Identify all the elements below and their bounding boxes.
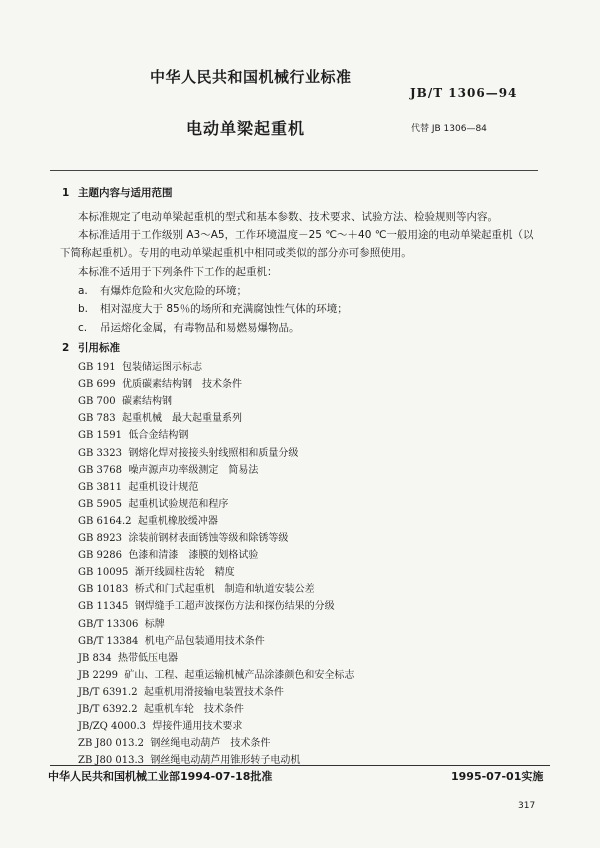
- reference-standard: [78, 409, 242, 424]
- standard-code: GB 3323: [78, 447, 122, 459]
- standard-code: GB 9286: [78, 550, 122, 562]
- standard-name: 钢丝绳电动葫芦用锥形转子电动机: [150, 755, 301, 767]
- standard-name: 起重机车轮 技术条件: [143, 704, 244, 715]
- reference-standard: [78, 392, 172, 407]
- reference-standard: [78, 358, 202, 373]
- list-marker: b.: [78, 303, 89, 315]
- page-number: 317: [518, 801, 536, 811]
- standard-code: JB/ZQ 4000.3: [78, 721, 147, 733]
- replaces-note: 代替 JB 1306—84: [411, 124, 487, 134]
- standard-code: GB 3768: [78, 464, 122, 476]
- reference-standard: [78, 375, 242, 390]
- standard-name: 矿山、工程、起重运输机械产品涂漆颜色和安全标志: [124, 669, 355, 681]
- standard-name: 桥式和门式起重机 制造和轨道安装公差: [134, 584, 315, 596]
- standard-name: 优质碳素结构钢 技术条件: [121, 379, 242, 391]
- reference-standard: [78, 666, 354, 681]
- standard-name: 渐开线圆柱齿轮 精度: [134, 567, 235, 579]
- standard-code: GB 700: [78, 396, 116, 408]
- approval-statement: 中华人民共和国机械工业部1994-07-18批准: [48, 770, 273, 783]
- standard-code: GB 6164.2: [78, 515, 132, 527]
- standard-code: GB 1591: [78, 430, 122, 442]
- standard-name: 噪声源声功率级测定 简易法: [128, 464, 259, 476]
- standard-code: GB 783: [78, 413, 116, 425]
- section-title: 引用标准: [78, 342, 120, 354]
- reference-standard: [78, 597, 335, 612]
- section-number: 1: [62, 187, 70, 199]
- standard-code: GB 11345: [78, 601, 129, 613]
- standard-name: 起重机用滑接输电装置技术条件: [143, 686, 284, 698]
- section-title: 主题内容与适用范围: [78, 187, 173, 199]
- paragraph: 本标准不适用于下列条件下工作的起重机：: [78, 266, 278, 278]
- reference-standard: [78, 444, 298, 459]
- list-text: 有爆炸危险和火灾危险的环境；: [100, 285, 247, 297]
- paragraph-continuation: 下简称起重机）。专用的电动单梁起重机中相同或类似的部分亦可参照使用。: [60, 247, 412, 259]
- standard-name: 钢熔化焊对接接头射线照相和质量分级: [128, 447, 299, 459]
- standard-code: GB 699: [78, 379, 116, 391]
- reference-standard: [78, 700, 244, 715]
- issuing-organization: 中华人民共和国机械行业标准: [150, 68, 352, 86]
- list-text: 相对湿度大于 85％的场所和充满腐蚀性气体的环境；: [100, 303, 348, 315]
- effective-date: 1995-07-01实施: [451, 770, 544, 783]
- list-item: [78, 283, 247, 298]
- standard-code: GB 10095: [78, 567, 129, 579]
- standard-name: 热带低压电器: [117, 652, 178, 664]
- list-marker: a.: [78, 285, 88, 297]
- reference-standard: [78, 580, 315, 595]
- reference-standard: [78, 426, 188, 441]
- reference-standard: [78, 495, 228, 510]
- reference-standard: [78, 649, 178, 664]
- reference-standard: [78, 632, 265, 647]
- standard-code: GB/T 13306: [78, 618, 139, 630]
- document-title: 电动单梁起重机: [186, 119, 306, 138]
- standard-name: 钢丝绳电动葫芦 技术条件: [150, 738, 271, 750]
- standard-code: GB 3811: [78, 481, 122, 493]
- standard-code: GB 5905: [78, 498, 122, 510]
- reference-standard: [78, 546, 258, 561]
- list-item: [78, 301, 348, 316]
- standard-name: 起重机试验规范和程序: [128, 498, 229, 510]
- section-2-heading: [62, 340, 120, 355]
- standard-code: GB/T 13384: [78, 635, 139, 647]
- standard-name: 起重机橡胶缓冲器: [137, 515, 218, 527]
- paragraph: 本标准适用于工作级别 A3～A5，工作环境温度－25 ℃～＋40 ℃一般用途的电动单梁起重机（以: [78, 229, 534, 241]
- standard-code: GB 191: [78, 362, 116, 373]
- list-text: 吊运熔化金属，有毒物品和易燃易爆物品。: [100, 322, 300, 334]
- list-marker: c.: [78, 322, 88, 334]
- standard-code: JB 2299: [78, 669, 118, 681]
- standard-name: 起重机械 最大起重量系列: [121, 413, 242, 425]
- standard-name: 碳素结构钢: [121, 396, 172, 408]
- reference-standard: [78, 512, 218, 527]
- standard-name: 标牌: [144, 618, 165, 630]
- standard-code: JB/T 6391.2: [78, 686, 138, 698]
- standard-code: ZB J80 013.3: [78, 755, 145, 767]
- standard-name: 起重机设计规范: [128, 481, 199, 493]
- standard-name: 色漆和清漆 漆膜的划格试验: [128, 550, 259, 562]
- standard-code: JB/T 6392.2: [78, 704, 138, 715]
- standard-code: GB 8923: [78, 533, 122, 544]
- standard-code: ZB J80 013.2: [78, 738, 145, 750]
- standard-code: GB 10183: [78, 584, 129, 596]
- reference-standard: [78, 529, 288, 544]
- header-divider: [50, 170, 538, 171]
- reference-standard: [78, 563, 235, 578]
- reference-standard: [78, 717, 242, 732]
- list-item: [78, 320, 300, 335]
- section-1-heading: [62, 185, 173, 200]
- reference-standard: [78, 751, 300, 766]
- reference-standard: [78, 615, 165, 630]
- standard-code: JB 834: [78, 652, 112, 664]
- standard-name: 机电产品包装通用技术条件: [144, 635, 265, 647]
- standard-name: 包装储运图示标志: [121, 362, 202, 373]
- standard-name: 焊接件通用技术要求: [152, 721, 243, 733]
- reference-standard: [78, 461, 258, 476]
- reference-standard: [78, 478, 198, 493]
- standard-name: 低合金结构钢: [128, 430, 189, 442]
- paragraph: 本标准规定了电动单梁起重机的型式和基本参数、技术要求、试验方法、检验规则等内容。: [78, 211, 498, 223]
- section-number: 2: [62, 342, 70, 354]
- standard-name: 涂装前钢材表面锈蚀等级和除锈等级: [128, 533, 289, 544]
- standard-name: 钢焊缝手工超声波探伤方法和探伤结果的分级: [134, 601, 335, 613]
- reference-standard: [78, 683, 284, 698]
- reference-standard: [78, 734, 270, 749]
- standard-code: JB/T 1306—94: [410, 86, 518, 100]
